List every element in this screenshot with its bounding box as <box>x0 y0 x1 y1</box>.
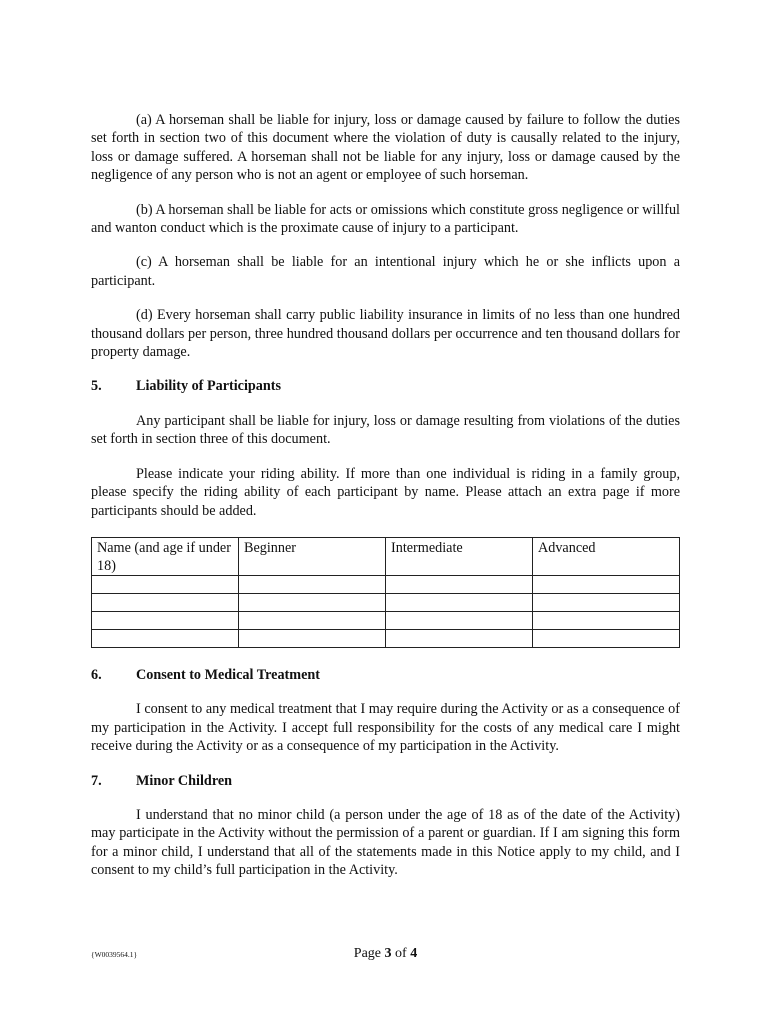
section-5-number: 5. <box>91 378 102 395</box>
header-advanced: Advanced <box>533 537 680 575</box>
paragraph-a: (a) A horseman shall be liable for injury, loss or damage caused by failure to follow the duties set forth in section two of this document where the violation of duty is causally related to the injury, loss or damage suffered. A horseman shall not be liable for any injury, loss or damage caused by the negligence of any person who is not an agent or employee of such horseman. <box>91 112 680 184</box>
document-page <box>91 111 680 880</box>
section-7-paragraph: I understand that no minor child (a person under the age of 18 as of the date of the Activity) may participate in the Activity without the permission of a parent or guardian. If I am signing this form for a minor child, I understand that all of the statements made in this Notice apply to my child, and I consent to my child’s full participation in the Activity. <box>91 806 680 879</box>
section-5-heading <box>91 377 680 395</box>
cell-intermediate[interactable] <box>386 575 533 593</box>
section-5-paragraph-1: Any participant shall be liable for injury, loss or damage resulting from violations of the duties set forth in section three of this document. <box>91 412 680 448</box>
section-6-paragraph: I consent to any medical treatment that I may require during the Activity or as a consequence of my participation in the Activity. I accept full responsibility for the costs of any medical care I might receive during the Activity or as a consequence of my participation in the Activity. <box>91 701 680 755</box>
cell-intermediate[interactable] <box>386 629 533 647</box>
cell-name[interactable] <box>92 629 239 647</box>
paragraph-c: (c) A horseman shall be liable for an intentional injury which he or she inflicts upon a participant. <box>91 254 680 289</box>
paragraph-b: (b) A horseman shall be liable for acts or omissions which constitute gross negligence or willful and wanton conduct which is the proximate cause of injury to a participant. <box>91 201 680 237</box>
section-5-paragraph-2: Please indicate your riding ability. If more than one individual is riding in a family group, please specify the riding ability of each participant by name. Please attach an extra page if more participants should be added. <box>91 465 680 519</box>
cell-advanced[interactable] <box>533 611 680 629</box>
page-word: Page <box>353 946 382 961</box>
cell-advanced[interactable] <box>533 629 680 647</box>
header-intermediate: Intermediate <box>386 537 533 575</box>
section-6-heading <box>91 666 680 684</box>
document-id: {W0039564.1} <box>91 950 138 959</box>
page-total: 4 <box>410 946 418 961</box>
section-6-number: 6. <box>91 666 102 683</box>
table-row <box>92 593 680 611</box>
cell-name[interactable] <box>92 593 239 611</box>
page-of: of <box>395 946 407 961</box>
cell-advanced[interactable] <box>533 575 680 593</box>
paragraph-d: (d) Every horseman shall carry public liability insurance in limits of no less than one hundred thousand dollars per person, three hundred thousand dollars per occurrence and ten thousand dollars for property damage. <box>91 307 680 361</box>
section-5-title: Liability of Participants <box>136 378 282 395</box>
cell-name[interactable] <box>92 611 239 629</box>
table-row <box>92 611 680 629</box>
cell-beginner[interactable] <box>239 611 386 629</box>
table-header-row <box>92 537 680 575</box>
page-current: 3 <box>384 946 392 961</box>
page-number <box>91 946 680 962</box>
riding-ability-table <box>91 537 680 648</box>
table-row <box>92 629 680 647</box>
page-footer <box>91 946 680 966</box>
section-6-title: Consent to Medical Treatment <box>136 666 321 683</box>
cell-advanced[interactable] <box>533 593 680 611</box>
cell-intermediate[interactable] <box>386 593 533 611</box>
cell-beginner[interactable] <box>239 593 386 611</box>
cell-beginner[interactable] <box>239 629 386 647</box>
section-7-number: 7. <box>91 772 102 789</box>
section-7-title: Minor Children <box>136 772 233 789</box>
cell-intermediate[interactable] <box>386 611 533 629</box>
cell-beginner[interactable] <box>239 575 386 593</box>
header-beginner: Beginner <box>239 537 386 575</box>
header-name: Name (and age if under 18) <box>92 537 239 575</box>
cell-name[interactable] <box>92 575 239 593</box>
section-7-heading <box>91 772 680 790</box>
table-row <box>92 575 680 593</box>
